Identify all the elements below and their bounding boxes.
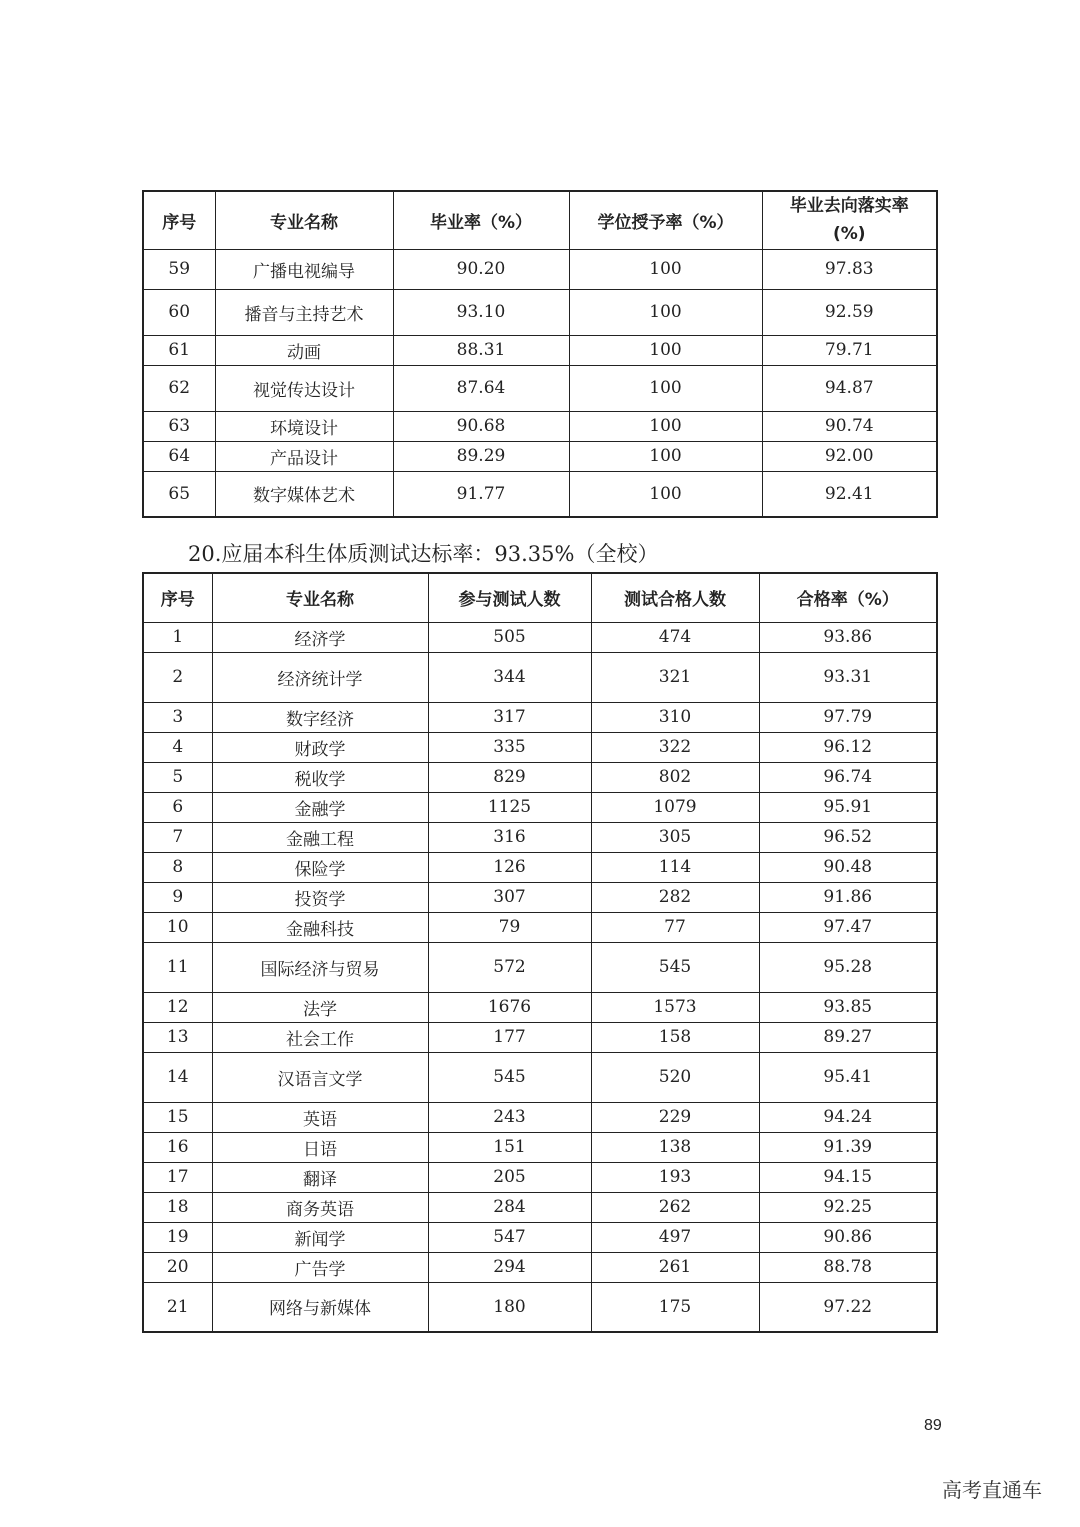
header-index: 序号 (143, 573, 212, 622)
cell-index: 6 (143, 792, 212, 822)
table-row (143, 411, 937, 441)
cell-value-1: 177 (428, 1022, 591, 1052)
cell-index: 59 (143, 249, 215, 289)
cell-value-2: 1573 (591, 992, 759, 1022)
cell-value-2: 100 (569, 249, 762, 289)
cell-major: 英语 (212, 1102, 428, 1132)
cell-value-3: 96.52 (759, 822, 937, 852)
header-index: 序号 (143, 191, 215, 249)
watermark: 高考直通车 (942, 1478, 1042, 1502)
cell-value-3: 93.86 (759, 622, 937, 652)
header-graduation-rate: 毕业率（%） (393, 191, 569, 249)
cell-value-2: 1079 (591, 792, 759, 822)
cell-value-3: 93.31 (759, 652, 937, 702)
cell-value-3: 94.15 (759, 1162, 937, 1192)
cell-value-2: 193 (591, 1162, 759, 1192)
cell-major: 金融科技 (212, 912, 428, 942)
cell-value-1: 180 (428, 1282, 591, 1332)
cell-value-3: 97.79 (759, 702, 937, 732)
header-tested-count: 参与测试人数 (428, 573, 591, 622)
table-row (143, 441, 937, 471)
cell-index: 11 (143, 942, 212, 992)
table-row (143, 732, 937, 762)
cell-value-2: 545 (591, 942, 759, 992)
cell-value-2: 321 (591, 652, 759, 702)
cell-value-1: 572 (428, 942, 591, 992)
cell-value-3: 96.74 (759, 762, 937, 792)
cell-value-1: 90.20 (393, 249, 569, 289)
cell-major: 新闻学 (212, 1222, 428, 1252)
cell-index: 13 (143, 1022, 212, 1052)
cell-value-2: 100 (569, 411, 762, 441)
cell-value-1: 90.68 (393, 411, 569, 441)
table-row (143, 335, 937, 365)
cell-value-3: 92.00 (762, 441, 937, 471)
cell-major: 产品设计 (215, 441, 393, 471)
cell-value-1: 1125 (428, 792, 591, 822)
cell-major: 广告学 (212, 1252, 428, 1282)
cell-value-1: 829 (428, 762, 591, 792)
cell-value-2: 282 (591, 882, 759, 912)
cell-value-2: 138 (591, 1132, 759, 1162)
cell-value-1: 205 (428, 1162, 591, 1192)
header-employment-rate-line2: (%) (832, 224, 866, 245)
cell-value-1: 93.10 (393, 289, 569, 335)
cell-index: 4 (143, 732, 212, 762)
table-row (143, 1162, 937, 1192)
cell-value-2: 322 (591, 732, 759, 762)
table-row (143, 762, 937, 792)
cell-value-1: 344 (428, 652, 591, 702)
cell-value-1: 87.64 (393, 365, 569, 411)
cell-value-2: 77 (591, 912, 759, 942)
cell-value-3: 94.24 (759, 1102, 937, 1132)
cell-value-3: 89.27 (759, 1022, 937, 1052)
cell-major: 广播电视编导 (215, 249, 393, 289)
cell-index: 65 (143, 471, 215, 517)
cell-major: 法学 (212, 992, 428, 1022)
cell-index: 15 (143, 1102, 212, 1132)
table-row (143, 1252, 937, 1282)
cell-index: 20 (143, 1252, 212, 1282)
cell-index: 18 (143, 1192, 212, 1222)
cell-index: 62 (143, 365, 215, 411)
cell-index: 3 (143, 702, 212, 732)
cell-value-2: 229 (591, 1102, 759, 1132)
cell-major: 经济统计学 (212, 652, 428, 702)
cell-major: 财政学 (212, 732, 428, 762)
header-passed-count: 测试合格人数 (591, 573, 759, 622)
table-fitness-test (142, 572, 938, 1333)
cell-value-3: 90.74 (762, 411, 937, 441)
cell-value-2: 261 (591, 1252, 759, 1282)
page-number: 89 (924, 1417, 942, 1434)
cell-index: 16 (143, 1132, 212, 1162)
header-degree-rate: 学位授予率（%） (569, 191, 762, 249)
cell-value-2: 262 (591, 1192, 759, 1222)
cell-index: 8 (143, 852, 212, 882)
cell-value-3: 88.78 (759, 1252, 937, 1282)
cell-value-3: 79.71 (762, 335, 937, 365)
cell-index: 60 (143, 289, 215, 335)
table-row (143, 992, 937, 1022)
cell-major: 经济学 (212, 622, 428, 652)
cell-value-1: 79 (428, 912, 591, 942)
table-body (143, 622, 937, 1332)
cell-value-2: 100 (569, 441, 762, 471)
table-row (143, 912, 937, 942)
cell-value-2: 305 (591, 822, 759, 852)
table-row (143, 1132, 937, 1162)
cell-major: 国际经济与贸易 (212, 942, 428, 992)
cell-index: 5 (143, 762, 212, 792)
cell-major: 商务英语 (212, 1192, 428, 1222)
cell-value-1: 307 (428, 882, 591, 912)
cell-major: 税收学 (212, 762, 428, 792)
table-body (143, 249, 937, 517)
cell-value-1: 91.77 (393, 471, 569, 517)
cell-major: 视觉传达设计 (215, 365, 393, 411)
table-row (143, 652, 937, 702)
table-row (143, 471, 937, 517)
table-row (143, 1282, 937, 1332)
header-pass-rate: 合格率（%） (759, 573, 937, 622)
cell-value-2: 100 (569, 365, 762, 411)
cell-value-3: 97.22 (759, 1282, 937, 1332)
cell-index: 1 (143, 622, 212, 652)
cell-index: 21 (143, 1282, 212, 1332)
cell-value-2: 158 (591, 1022, 759, 1052)
cell-value-2: 474 (591, 622, 759, 652)
cell-value-2: 497 (591, 1222, 759, 1252)
cell-major: 数字媒体艺术 (215, 471, 393, 517)
cell-value-1: 284 (428, 1192, 591, 1222)
cell-major: 日语 (212, 1132, 428, 1162)
table-row (143, 365, 937, 411)
table-row (143, 1102, 937, 1132)
table-row (143, 1022, 937, 1052)
cell-index: 9 (143, 882, 212, 912)
cell-major: 动画 (215, 335, 393, 365)
cell-major: 社会工作 (212, 1022, 428, 1052)
cell-major: 金融工程 (212, 822, 428, 852)
cell-value-1: 317 (428, 702, 591, 732)
cell-value-1: 316 (428, 822, 591, 852)
table-row (143, 1052, 937, 1102)
cell-major: 投资学 (212, 882, 428, 912)
table-graduation-rates (142, 190, 938, 518)
table-row (143, 1192, 937, 1222)
cell-value-3: 97.83 (762, 249, 937, 289)
cell-major: 网络与新媒体 (212, 1282, 428, 1332)
table-header-row (143, 573, 937, 622)
cell-index: 12 (143, 992, 212, 1022)
cell-value-3: 96.12 (759, 732, 937, 762)
table-row (143, 249, 937, 289)
cell-value-2: 114 (591, 852, 759, 882)
cell-value-1: 243 (428, 1102, 591, 1132)
table-row (143, 1222, 937, 1252)
cell-value-2: 100 (569, 289, 762, 335)
cell-index: 63 (143, 411, 215, 441)
cell-index: 14 (143, 1052, 212, 1102)
cell-major: 汉语言文学 (212, 1052, 428, 1102)
cell-value-2: 802 (591, 762, 759, 792)
cell-index: 10 (143, 912, 212, 942)
cell-major: 保险学 (212, 852, 428, 882)
cell-value-2: 100 (569, 471, 762, 517)
cell-value-3: 95.41 (759, 1052, 937, 1102)
cell-value-1: 335 (428, 732, 591, 762)
cell-value-1: 1676 (428, 992, 591, 1022)
cell-value-2: 175 (591, 1282, 759, 1332)
cell-value-3: 94.87 (762, 365, 937, 411)
cell-index: 7 (143, 822, 212, 852)
cell-value-3: 95.91 (759, 792, 937, 822)
cell-major: 环境设计 (215, 411, 393, 441)
table-row (143, 702, 937, 732)
cell-value-3: 90.48 (759, 852, 937, 882)
table-row (143, 882, 937, 912)
cell-value-1: 294 (428, 1252, 591, 1282)
table-row (143, 792, 937, 822)
header-major: 专业名称 (212, 573, 428, 622)
cell-value-3: 93.85 (759, 992, 937, 1022)
cell-value-1: 545 (428, 1052, 591, 1102)
cell-value-1: 88.31 (393, 335, 569, 365)
cell-value-1: 151 (428, 1132, 591, 1162)
cell-value-1: 126 (428, 852, 591, 882)
cell-value-3: 91.86 (759, 882, 937, 912)
cell-value-2: 520 (591, 1052, 759, 1102)
cell-index: 2 (143, 652, 212, 702)
cell-index: 64 (143, 441, 215, 471)
section-caption: 20.应届本科生体质测试达标率：93.35%（全校） (188, 542, 659, 566)
cell-value-1: 547 (428, 1222, 591, 1252)
cell-value-3: 91.39 (759, 1132, 937, 1162)
cell-major: 翻译 (212, 1162, 428, 1192)
cell-value-2: 310 (591, 702, 759, 732)
cell-major: 金融学 (212, 792, 428, 822)
cell-index: 17 (143, 1162, 212, 1192)
table-row (143, 622, 937, 652)
table-header-row (143, 191, 937, 249)
table-row (143, 942, 937, 992)
cell-value-3: 97.47 (759, 912, 937, 942)
cell-value-3: 92.41 (762, 471, 937, 517)
cell-value-1: 505 (428, 622, 591, 652)
table-row (143, 822, 937, 852)
cell-value-3: 92.59 (762, 289, 937, 335)
cell-value-1: 89.29 (393, 441, 569, 471)
cell-index: 61 (143, 335, 215, 365)
cell-major: 数字经济 (212, 702, 428, 732)
cell-value-2: 100 (569, 335, 762, 365)
table-row (143, 852, 937, 882)
cell-value-3: 95.28 (759, 942, 937, 992)
header-major: 专业名称 (215, 191, 393, 249)
header-employment-rate-line1: 毕业去向落实率 (789, 196, 909, 217)
cell-major: 播音与主持艺术 (215, 289, 393, 335)
header-employment-rate (762, 191, 937, 249)
cell-index: 19 (143, 1222, 212, 1252)
cell-value-3: 90.86 (759, 1222, 937, 1252)
cell-value-3: 92.25 (759, 1192, 937, 1222)
table-row (143, 289, 937, 335)
